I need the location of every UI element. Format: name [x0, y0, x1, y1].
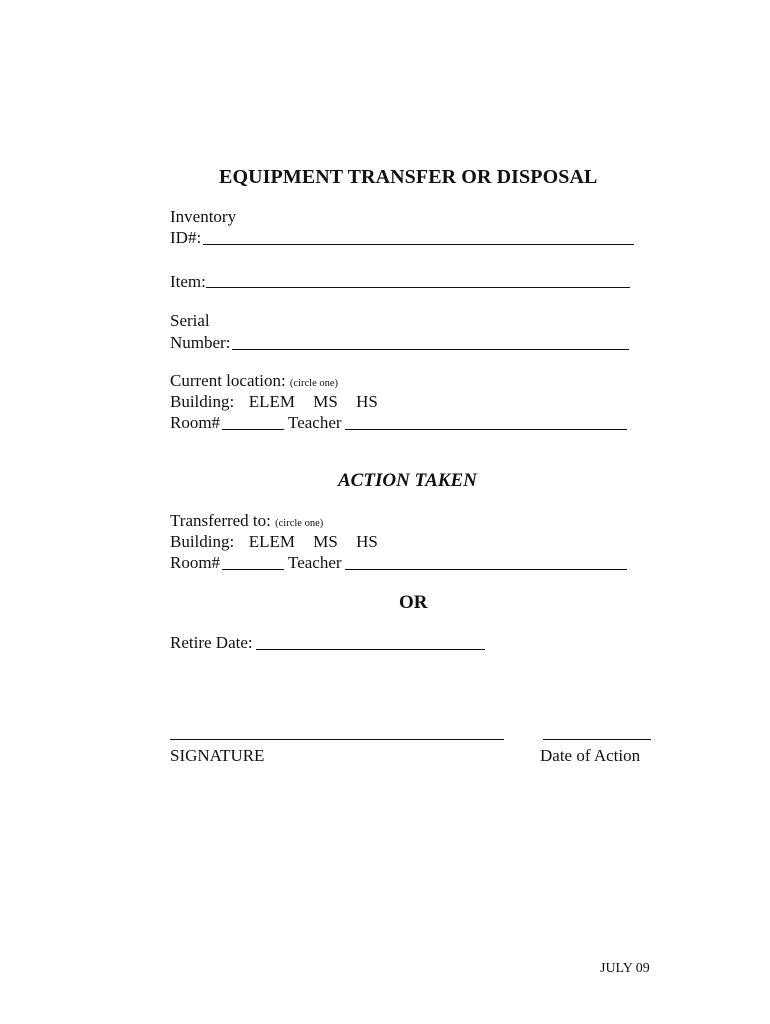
- transfer-teacher-line[interactable]: [345, 569, 627, 570]
- current-teacher-line[interactable]: [345, 429, 627, 430]
- transferred-to-row: [170, 511, 323, 534]
- action-taken-heading: ACTION TAKEN: [338, 470, 477, 491]
- serial-label: Serial: [170, 311, 210, 330]
- id-label: ID#:: [170, 228, 202, 247]
- retire-date-line[interactable]: [256, 649, 485, 650]
- current-room-label: Room#: [170, 413, 221, 432]
- retire-date-label: Retire Date:: [170, 633, 253, 652]
- current-building-option-hs[interactable]: HS: [356, 392, 378, 411]
- date-of-action-line[interactable]: [543, 739, 651, 740]
- current-location-label: Current location:: [170, 371, 286, 390]
- inventory-id-line[interactable]: [203, 244, 634, 245]
- current-location-note: (circle one): [289, 378, 339, 389]
- signature-label: SIGNATURE: [170, 746, 265, 765]
- transfer-building-option-ms[interactable]: MS: [313, 532, 338, 551]
- transferred-to-note: (circle one): [275, 518, 324, 529]
- signature-line[interactable]: [170, 739, 504, 740]
- or-divider: OR: [399, 592, 428, 613]
- date-of-action-label: Date of Action: [540, 746, 641, 765]
- current-building-label: Building:: [170, 392, 235, 411]
- number-label: Number:: [170, 333, 231, 352]
- form-title: EQUIPMENT TRANSFER OR DISPOSAL: [219, 166, 598, 188]
- current-room-line[interactable]: [222, 429, 284, 430]
- transfer-building-option-elem[interactable]: ELEM: [248, 532, 296, 551]
- transfer-teacher-label: Teacher: [288, 553, 342, 572]
- transfer-building-label: Building:: [170, 532, 235, 551]
- current-building-option-ms[interactable]: MS: [313, 392, 338, 411]
- transferred-to-label: Transferred to:: [170, 511, 271, 530]
- footer-date: JULY 09: [600, 961, 650, 976]
- current-teacher-label: Teacher: [288, 413, 342, 432]
- current-building-option-elem[interactable]: ELEM: [248, 392, 296, 411]
- transfer-room-label: Room#: [170, 553, 221, 572]
- item-label: Item:: [170, 272, 206, 291]
- transfer-building-option-hs[interactable]: HS: [356, 532, 378, 551]
- transfer-room-line[interactable]: [222, 569, 284, 570]
- current-building-row: [170, 392, 378, 412]
- inventory-label: Inventory: [170, 207, 237, 226]
- transfer-building-row: [170, 532, 378, 552]
- current-location-row: [170, 371, 338, 394]
- item-line[interactable]: [206, 287, 630, 288]
- serial-number-line[interactable]: [232, 349, 629, 350]
